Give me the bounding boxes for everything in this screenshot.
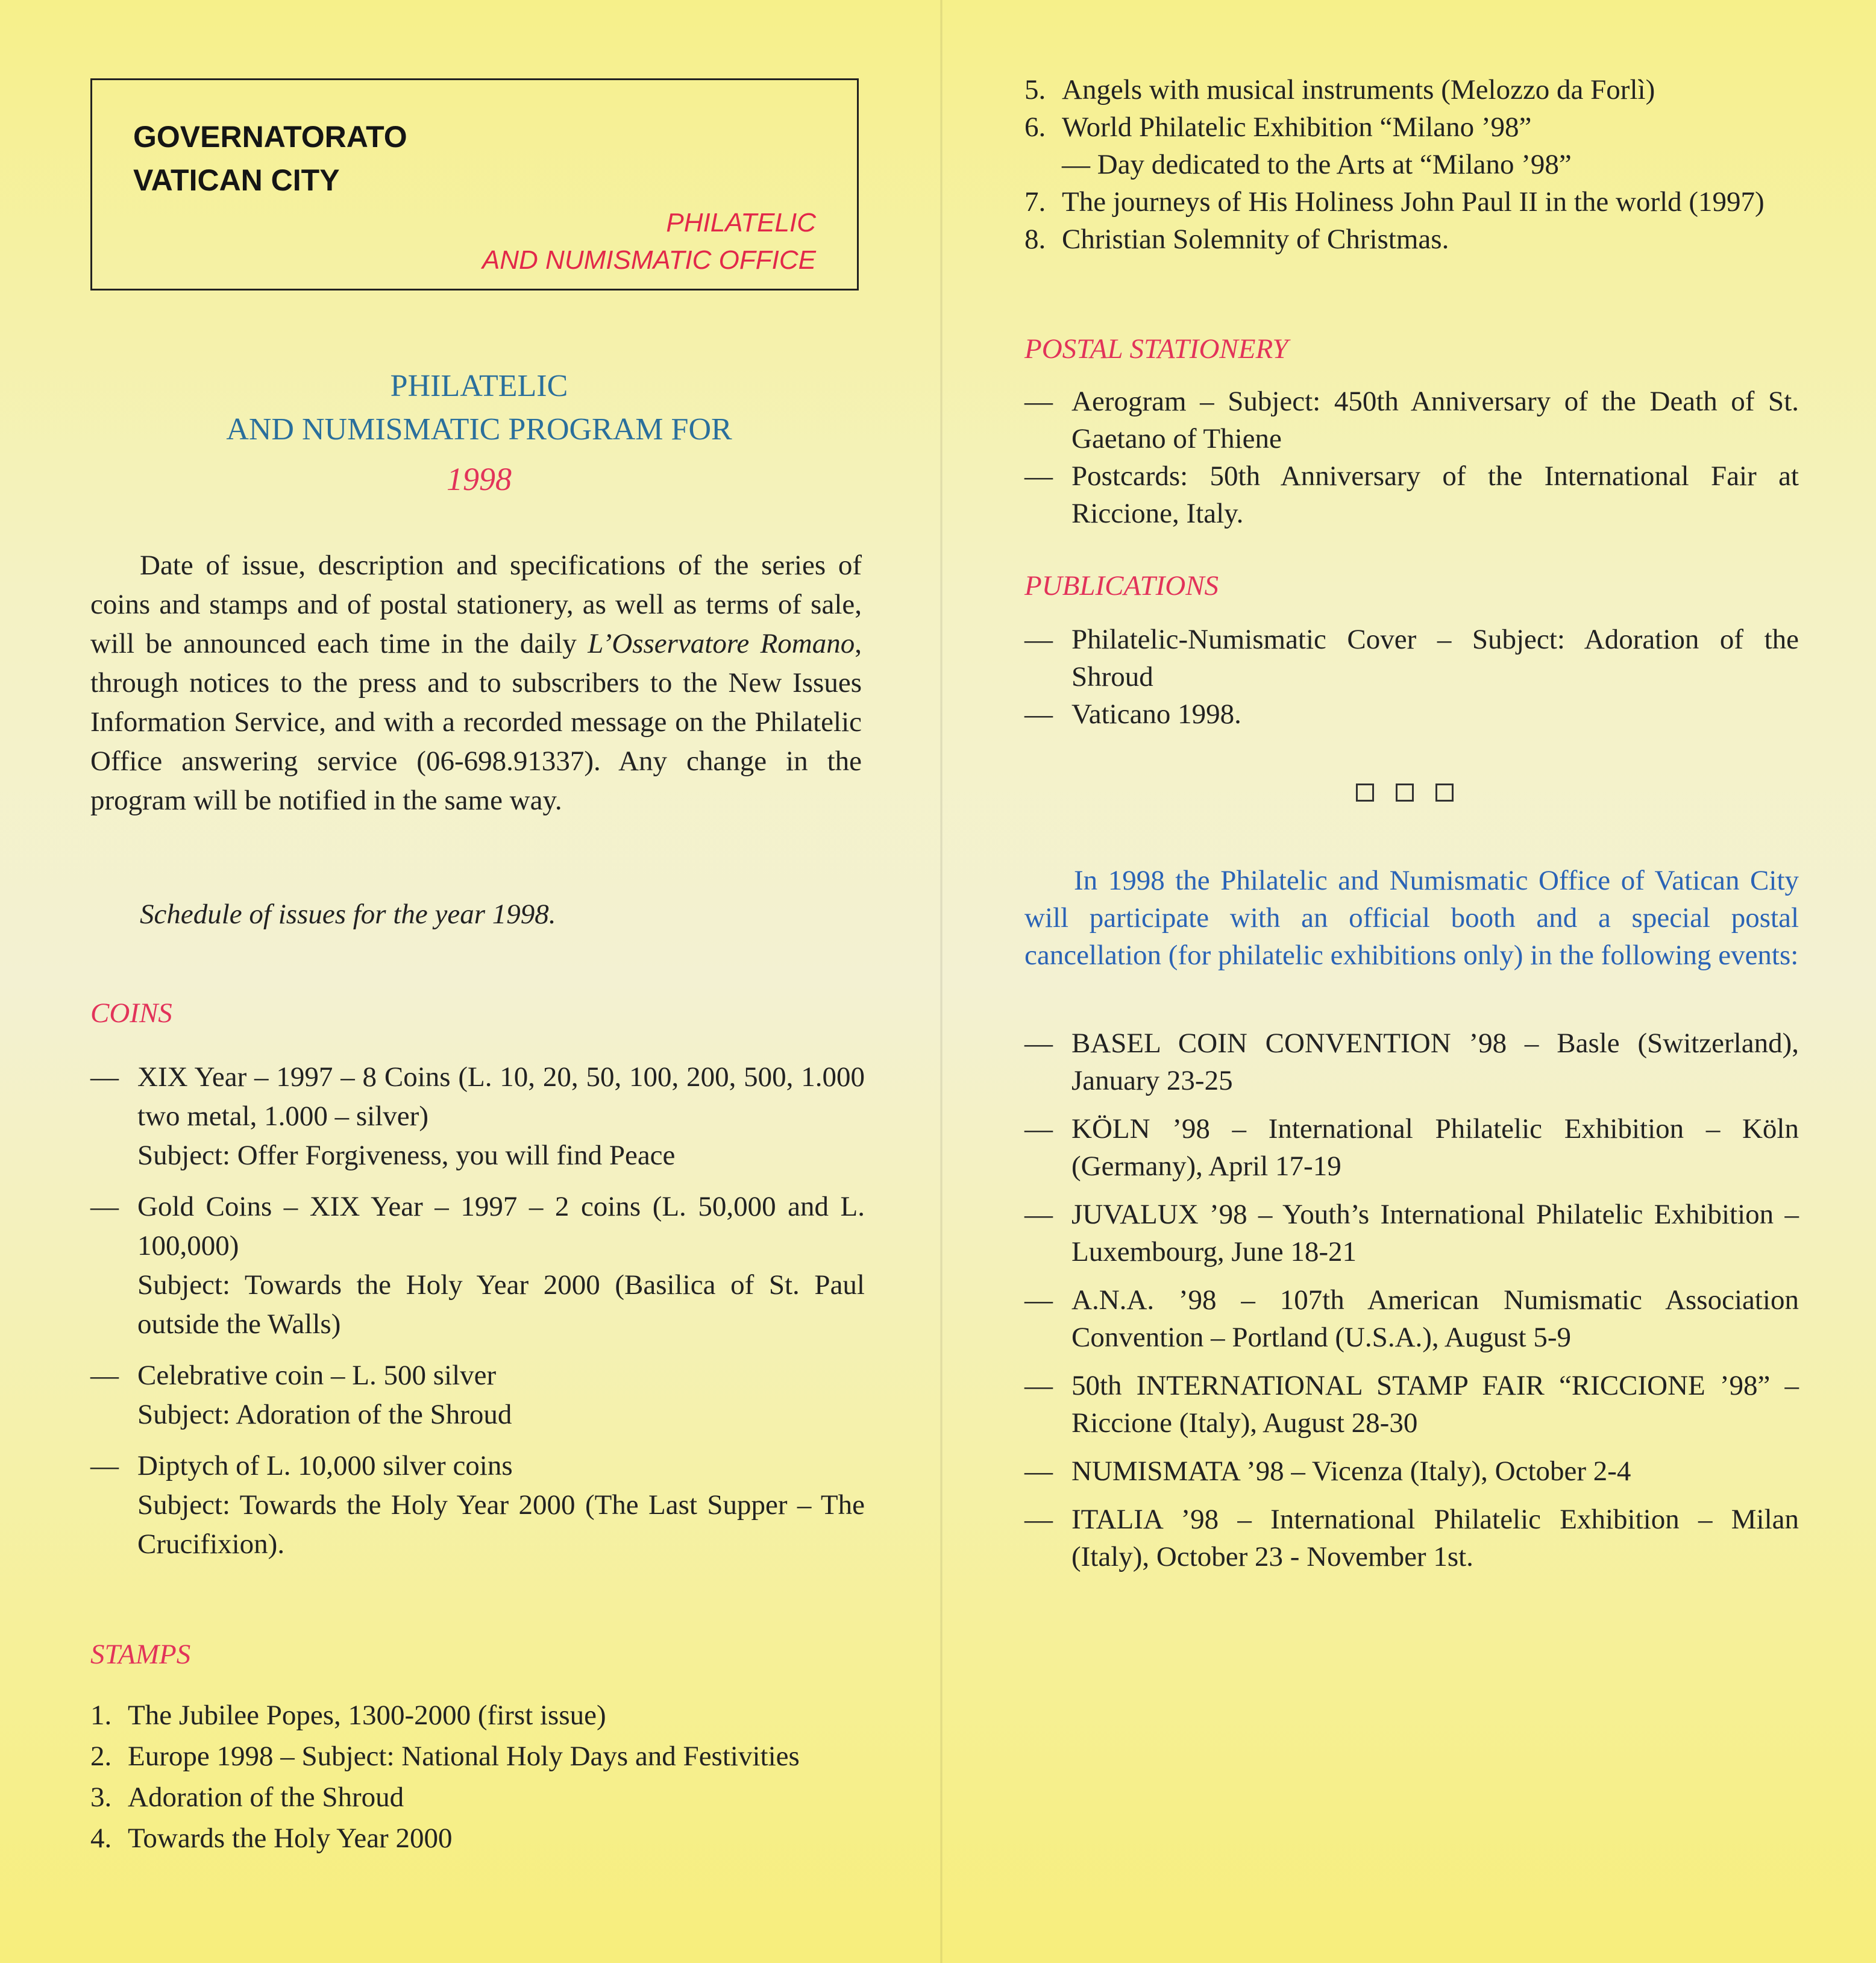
events-list: [1024, 1025, 1799, 1575]
item-text: Vaticano 1998.: [1071, 699, 1241, 730]
coin-subject: Subject: Towards the Holy Year 2000 (The Last Supper – The Crucifixion).: [137, 1489, 865, 1560]
office-name: [482, 204, 816, 279]
dash: —: [90, 1191, 119, 1222]
coin-description: Diptych of L. 10,000 silver coins: [137, 1450, 513, 1481]
dash: —: [90, 1450, 119, 1481]
dash: —: [1024, 699, 1053, 730]
dash: —: [1024, 1113, 1053, 1145]
coin-description: Gold Coins – XIX Year – 1997 – 2 coins (L. 50,000 and L. 100,000): [137, 1191, 865, 1261]
item-text: Postcards: 50th Anniversary of the International Fair at Riccione, Italy.: [1071, 460, 1799, 529]
intro-text-after: , through notices to the press and to subscribers to the New Issues Information Service, and with a recorded message on the Philatelic Office answering service (06-698.91337). Any change in the program will be notified in the same way.: [90, 628, 862, 816]
list-item: [1024, 383, 1799, 457]
postal-stationery-list: [1024, 383, 1799, 532]
list-item: [1024, 457, 1799, 532]
dash: —: [1024, 1504, 1053, 1535]
coin-subject: Subject: Offer Forgiveness, you will find Peace: [137, 1140, 676, 1171]
intro-text-before: Date of issue, description and specifications of the series of coins and stamps and of postal stationery, as well as terms of sale, will be announced each time in the daily: [90, 550, 862, 659]
list-item: [1024, 71, 1799, 108]
program-title: [90, 365, 868, 507]
title-line-1: PHILATELIC: [390, 369, 568, 403]
event-text: A.N.A. ’98 – 107th American Numismatic Association Convention – Portland (U.S.A.), August 5-9: [1071, 1284, 1799, 1353]
event-text: KÖLN ’98 – International Philatelic Exhibition – Köln (Germany), April 17-19: [1071, 1113, 1799, 1182]
coin-subject: Subject: Adoration of the Shroud: [137, 1399, 512, 1430]
office-line-1: PHILATELIC: [666, 208, 816, 237]
stamp-title: Towards the Holy Year 2000: [128, 1823, 453, 1854]
item-number: 8.: [1024, 224, 1046, 255]
list-item: [1024, 1453, 1799, 1490]
event-text: NUMISMATA ’98 – Vicenza (Italy), October 2-4: [1071, 1456, 1631, 1487]
dash: —: [1024, 1456, 1053, 1487]
item-number: 6.: [1024, 111, 1046, 143]
event-text: ITALIA ’98 – International Philatelic Exhibition – Milan (Italy), October 23 - November 1st.: [1071, 1504, 1799, 1572]
list-item: [90, 1777, 865, 1818]
item-number: 7.: [1024, 186, 1046, 218]
title-year: 1998: [447, 461, 512, 497]
stamps-heading: STAMPS: [90, 1639, 191, 1670]
dash: —: [1024, 460, 1053, 492]
list-item: [90, 1736, 865, 1777]
stamps-list-part-2: [1024, 71, 1799, 258]
list-item: [1024, 1281, 1799, 1356]
coin-description: XIX Year – 1997 – 8 Coins (L. 10, 20, 50, 100, 200, 500, 1.000 two metal, 1.000 – silver): [137, 1061, 865, 1132]
stamp-sub-item: — Day dedicated to the Arts at “Milano ’98”: [1062, 149, 1572, 180]
dash: —: [1024, 1028, 1053, 1059]
letterhead-box: [90, 78, 859, 291]
list-item: [1024, 1025, 1799, 1099]
square-ornament-icon: [1435, 784, 1454, 802]
dash: —: [90, 1360, 119, 1391]
item-number: 1.: [90, 1700, 112, 1731]
stamp-title: Angels with musical instruments (Melozzo da Forlì): [1062, 74, 1655, 105]
event-text: 50th INTERNATIONAL STAMP FAIR “RICCIONE ’98” – Riccione (Italy), August 28-30: [1071, 1370, 1799, 1439]
organization-name: [133, 115, 407, 202]
dash: —: [1024, 1199, 1053, 1230]
coin-subject: Subject: Towards the Holy Year 2000 (Basilica of St. Paul outside the Walls): [137, 1269, 865, 1340]
org-line-1: GOVERNATORATO: [133, 120, 407, 154]
postal-stationery-heading: POSTAL STATIONERY: [1024, 333, 1288, 365]
list-item: [90, 1818, 865, 1859]
stamp-title: Europe 1998 – Subject: National Holy Days and Festivities: [128, 1741, 800, 1772]
list-item: [1024, 1110, 1799, 1185]
intro-paragraph: [90, 546, 862, 820]
list-item: [90, 1695, 865, 1736]
list-item: [1024, 1196, 1799, 1270]
dash: —: [1024, 624, 1053, 655]
event-text: JUVALUX ’98 – Youth’s International Philatelic Exhibition – Luxembourg, June 18-21: [1071, 1199, 1799, 1267]
square-ornament-icon: [1396, 784, 1414, 802]
list-item: [1024, 221, 1799, 258]
list-item: [1024, 183, 1799, 221]
item-text: Aerogram – Subject: 450th Anniversary of the Death of St. Gaetano of Thiene: [1071, 386, 1799, 454]
org-line-2: VATICAN CITY: [133, 163, 340, 197]
item-number: 5.: [1024, 74, 1046, 105]
stamp-title: Adoration of the Shroud: [128, 1782, 404, 1813]
list-item: [1024, 696, 1799, 733]
events-intro: In 1998 the Philatelic and Numismatic Office of Vatican City will participate with an official booth and a special postal cancellation (for philatelic exhibitions only) in the following events:: [1024, 865, 1799, 971]
title-line-2: AND NUMISMATIC PROGRAM FOR: [226, 412, 732, 447]
schedule-note: Schedule of issues for the year 1998.: [140, 899, 556, 930]
item-number: 2.: [90, 1741, 112, 1772]
item-text: Philatelic-Numismatic Cover – Subject: Adoration of the Shroud: [1071, 624, 1799, 693]
list-item: [1024, 621, 1799, 696]
stamps-list-part-1: [90, 1695, 865, 1859]
stamp-title: World Philatelic Exhibition “Milano ’98”: [1062, 111, 1532, 143]
stamp-title: The journeys of His Holiness John Paul II in the world (1997): [1062, 186, 1765, 218]
publications-heading: PUBLICATIONS: [1024, 570, 1219, 601]
list-item: [1024, 1367, 1799, 1442]
stamp-title: Christian Solemnity of Christmas.: [1062, 224, 1449, 255]
coins-list: [90, 1058, 865, 1564]
coin-description: Celebrative coin – L. 500 silver: [137, 1360, 497, 1391]
event-text: BASEL COIN CONVENTION ’98 – Basle (Switzerland), January 23-25: [1071, 1028, 1799, 1096]
stamp-title: The Jubilee Popes, 1300-2000 (first issue): [128, 1700, 606, 1731]
publication-name: L’Osservatore Romano: [588, 628, 855, 659]
list-item: [1024, 108, 1799, 183]
dash: —: [1024, 1370, 1053, 1401]
list-item: [1024, 1501, 1799, 1575]
list-item: [90, 1187, 865, 1344]
dash: —: [1024, 386, 1053, 417]
page-fold: [940, 0, 943, 1963]
square-ornament-icon: [1356, 784, 1374, 802]
office-line-2: AND NUMISMATIC OFFICE: [482, 245, 816, 275]
dash: —: [1024, 1284, 1053, 1316]
coins-heading: COINS: [90, 997, 172, 1029]
list-item: [90, 1058, 865, 1175]
section-separator: [1356, 784, 1454, 802]
list-item: [90, 1356, 865, 1434]
publications-list: [1024, 621, 1799, 733]
item-number: 4.: [90, 1823, 112, 1854]
list-item: [90, 1446, 865, 1564]
dash: —: [90, 1061, 119, 1093]
item-number: 3.: [90, 1782, 112, 1813]
